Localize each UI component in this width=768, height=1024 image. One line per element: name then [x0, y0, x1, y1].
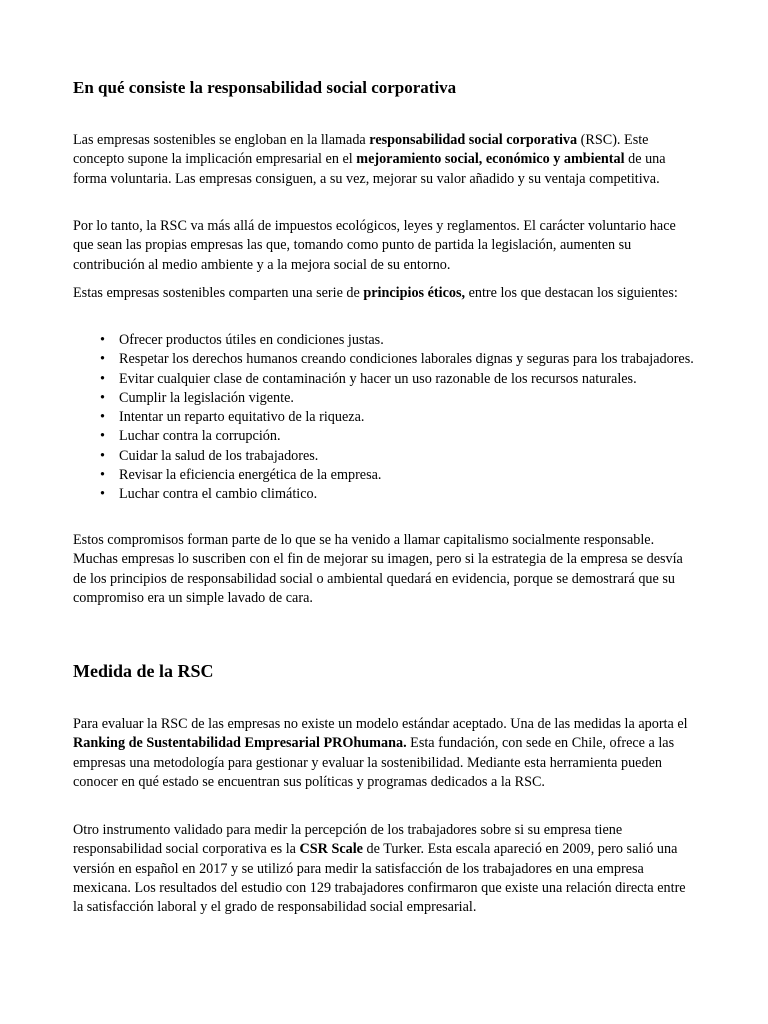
text: Para evaluar la RSC de las empresas no existe un modelo estándar aceptado. Una de las medidas la aporta el [73, 716, 688, 732]
list-item: • Luchar contra el cambio climático. [119, 485, 739, 504]
bold-text: principios éticos, [363, 285, 466, 301]
paragraph-evaluate [73, 715, 693, 792]
paragraph-csr-scale [73, 821, 693, 917]
text: de Turker. Esta escala apareció en 2009, pero salió una versión en español en 2017 y se utilizó para medir la satisfacción de los trabajadores en una empresa mexicana. Los resultados del estudio con 129 trabajadores confirmaron que existe una relación directa entre la satisfacción laboral y el grado de responsabilidad social empresarial. [73, 841, 686, 916]
paragraph-principles-intro [73, 284, 693, 303]
text: Otro instrumento validado para medir la percepción de los trabajadores sobre si su empresa tiene responsabilidad social corporativa es la [73, 822, 623, 858]
list-item: • Respetar los derechos humanos creando condiciones laborales dignas y seguras para los trabajadores. [119, 350, 739, 369]
section-heading-rsc: En qué consiste la responsabilidad social corporativa [73, 78, 457, 97]
bold-text: mejoramiento social, económico y ambiental [356, 151, 625, 168]
bold-text: responsabilidad social corporativa [369, 132, 578, 148]
list-item: • Cumplir la legislación vigente. [119, 389, 739, 408]
paragraph-commitments: Estos compromisos forman parte de lo que se ha venido a llamar capitalismo socialmente responsable. Muchas empresas lo suscriben con el fin de mejorar su imagen, pero si la estrategia de la empresa se desvía de los principios de responsabilidad social o ambiental quedará en evidencia, porque se demostrará que su compromiso era un simple lavado de cara. [73, 532, 683, 606]
paragraph-intro [73, 131, 693, 189]
text: Esta fundación, con sede en Chile, ofrece a las empresas una metodología para gestionar y evaluar la sostenibilidad. Mediante esta herramienta pueden conocer en qué estado se encuentran sus políticas y programas dedicados a la RSC. [73, 735, 675, 790]
bold-text: Ranking de Sustentabilidad Empresarial PROhumana. [73, 735, 407, 752]
principles-list [73, 331, 739, 505]
list-item: • Intentar un reparto equitativo de la riqueza. [119, 408, 739, 427]
text: de una forma voluntaria. Las empresas consiguen, a su vez, mejorar su valor añadido y su ventaja competitiva. [73, 151, 666, 187]
bold-text: CSR Scale [299, 841, 363, 858]
text: entre los que destacan los siguientes: [465, 285, 678, 301]
text: (RSC). Este concepto supone la implicación empresarial en el [73, 132, 649, 168]
list-item: • Revisar la eficiencia energética de la empresa. [119, 466, 739, 485]
text: Estas empresas sostenibles comparten una serie de [73, 285, 364, 301]
list-item: • Ofrecer productos útiles en condiciones justas. [119, 331, 739, 350]
text: Las empresas sostenibles se engloban en la llamada [73, 132, 370, 148]
section-heading-medida: Medida de la RSC [73, 661, 214, 681]
paragraph-rsc-beyond: Por lo tanto, la RSC va más allá de impuestos ecológicos, leyes y reglamentos. El carácter voluntario hace que sean las propias empresas las que, tomando como punto de partida la legislación, aumenten su contribución al medio ambiente y a la mejora social de su entorno. [73, 218, 676, 273]
list-item: • Luchar contra la corrupción. [119, 427, 739, 446]
list-item: • Evitar cualquier clase de contaminación y hacer un uso razonable de los recursos naturales. [119, 370, 739, 389]
list-item: • Cuidar la salud de los trabajadores. [119, 447, 739, 466]
